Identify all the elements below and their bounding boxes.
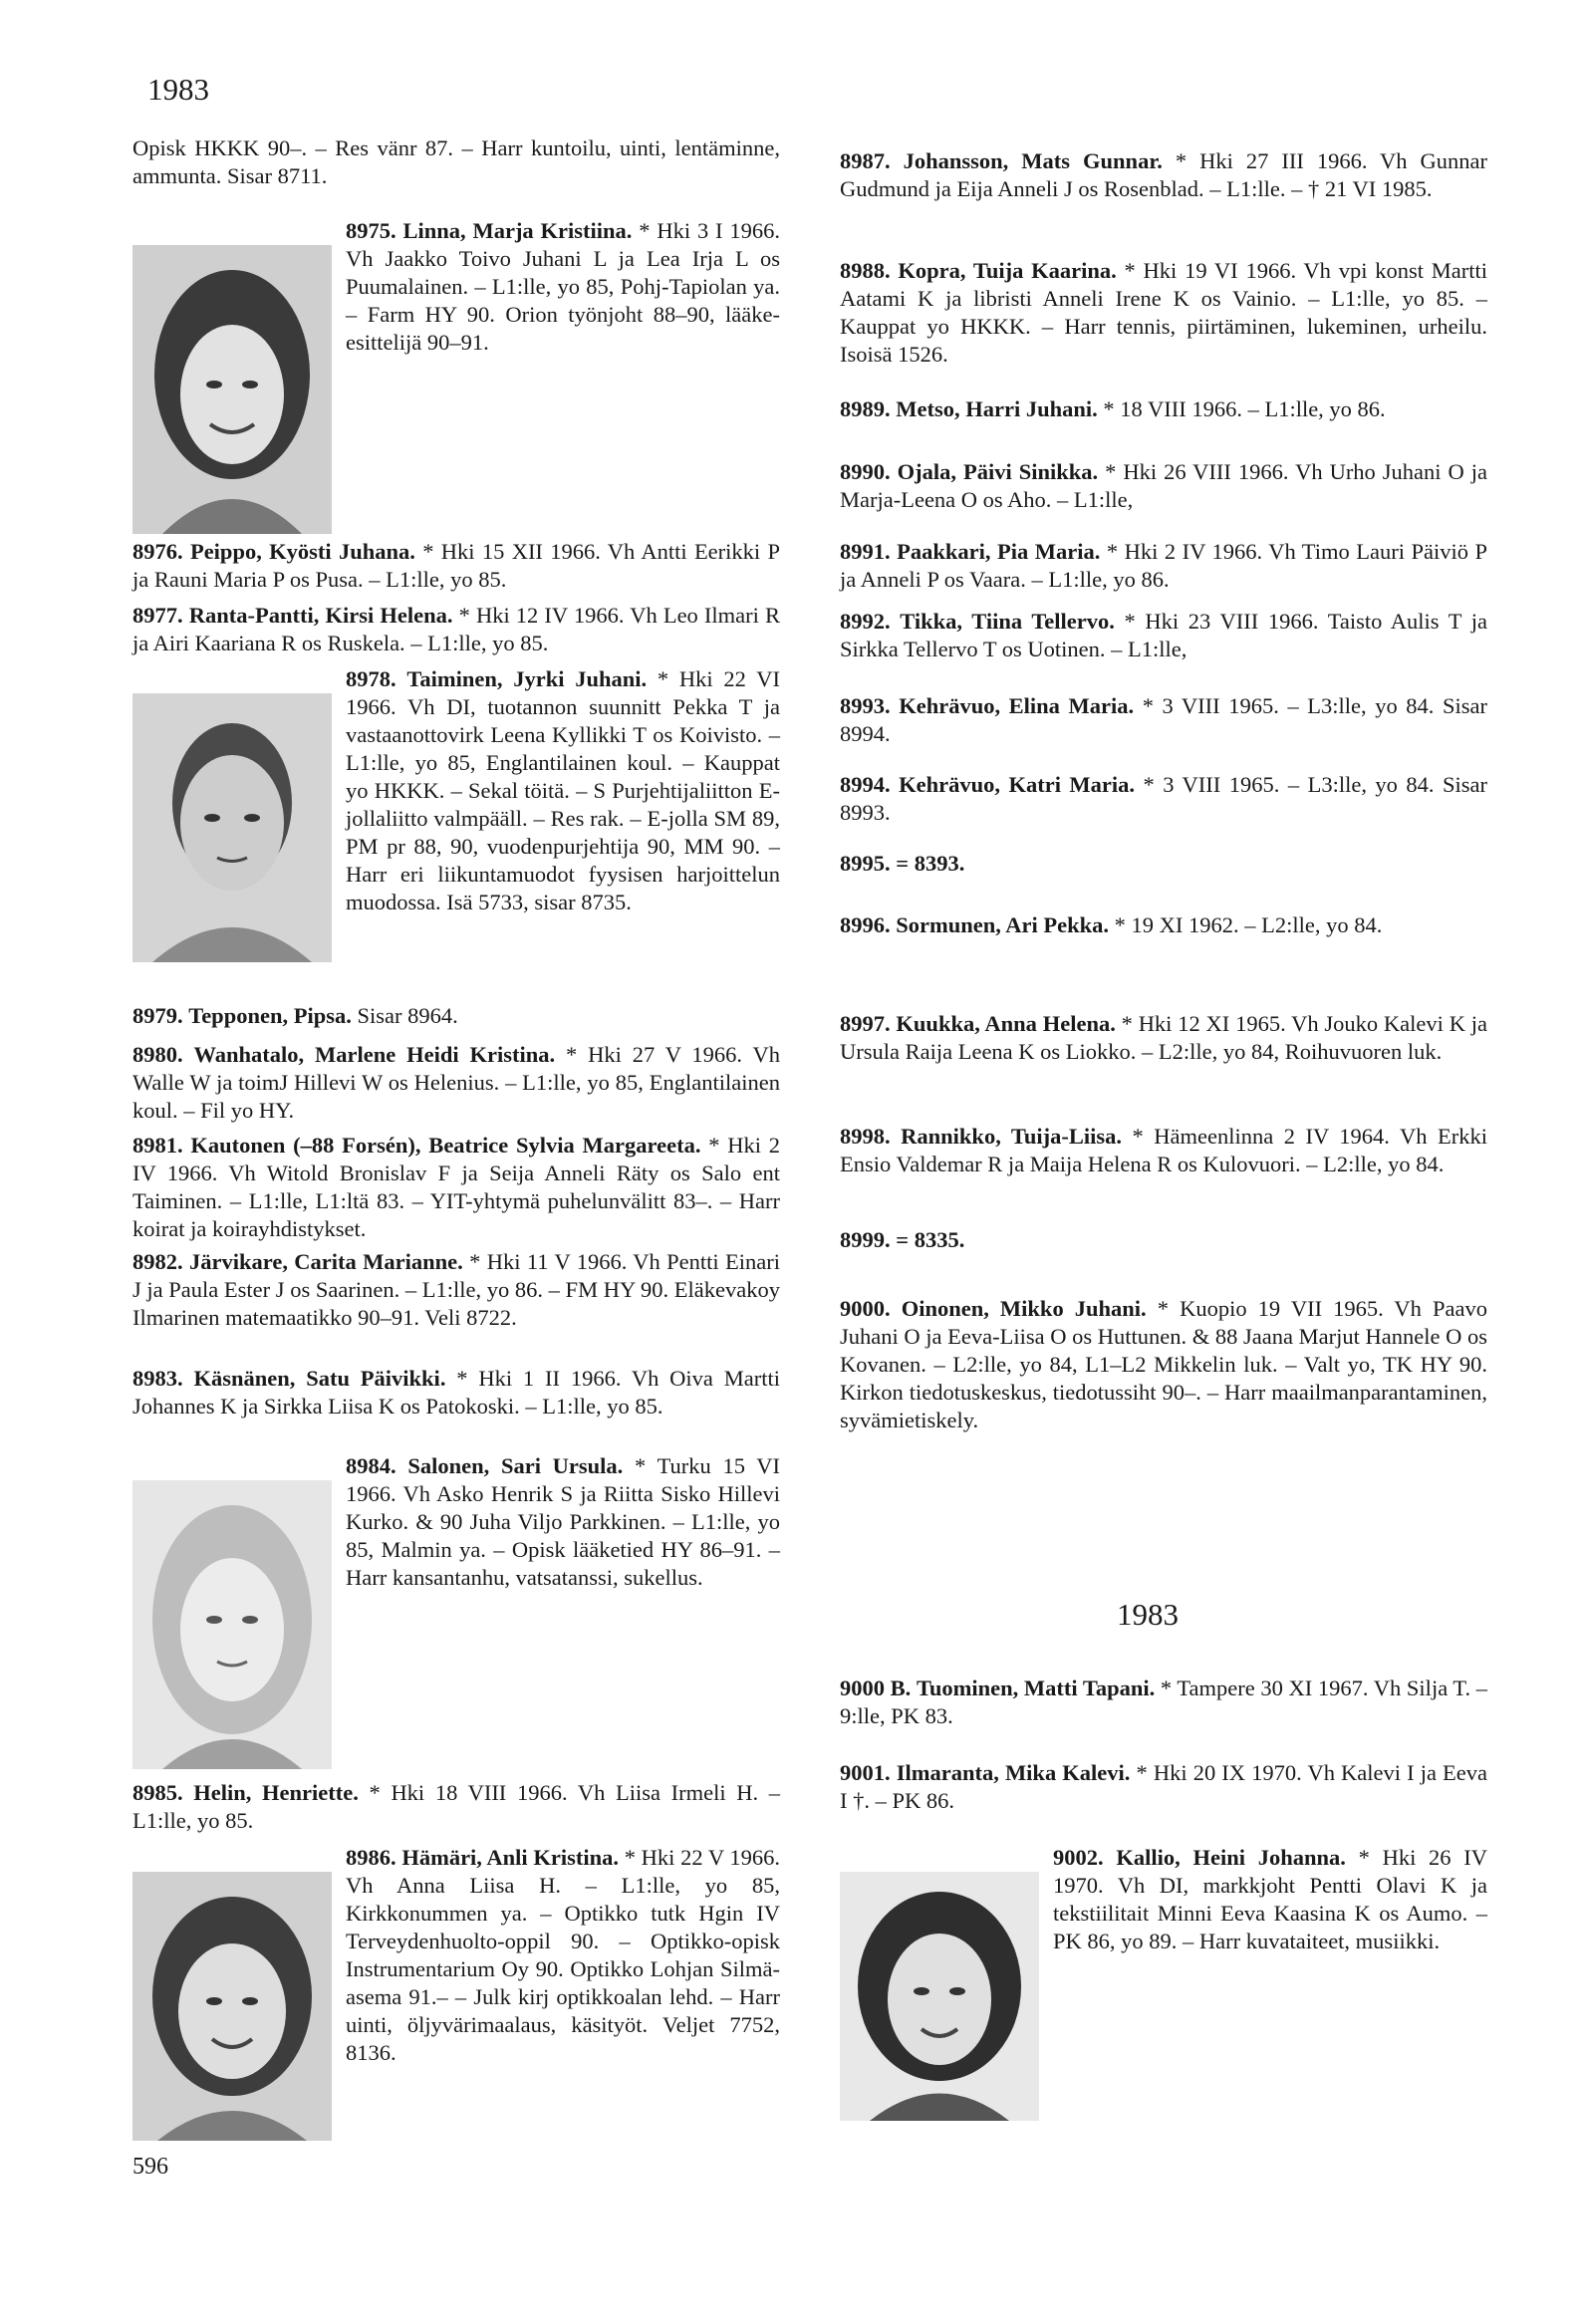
entry-name: Rannikko, Tuija-Liisa. (901, 1124, 1122, 1149)
entry-8986 (132, 1844, 780, 2143)
entry-text: * Hki 3 I 1966. Vh Jaakko Toivo Juhani L ja Lea Irja L os Puumalainen. – L1:lle, yo 85, Pohj-Tapiolan ya. – Farm HY 90. Orion työnjoht 88–90, lääke-esittelijä 90–91. (346, 218, 781, 355)
entry-number: 8984. (346, 1453, 396, 1478)
portrait-photo (840, 1872, 1039, 2121)
entry-number: 8985. (132, 1780, 183, 1805)
entry-8987 (840, 147, 1487, 203)
entry-number: 8976. (132, 539, 183, 564)
entry-number: 8987. (840, 148, 891, 173)
entry-continuation (132, 134, 780, 190)
entry-number: 8977. (132, 603, 183, 628)
entry-number: 8995. (840, 851, 891, 876)
entry-name: Kopra, Tuija Kaarina. (898, 258, 1117, 283)
entry-number: 8981. (132, 1133, 183, 1158)
entry-name: Peippo, Kyösti Juhana. (189, 539, 415, 564)
entry-8988 (840, 257, 1487, 369)
entry-text: * Hki 19 VI 1966. Vh vpi konst Martti Aatami K ja libristi Anneli Irene K os Vainio. – L1:lle, yo 85. – Kauppat yo HKKK. – Harr tennis, piirtäminen, lukeminen, urheilu. Isoisä 1526. (840, 258, 1487, 367)
entry-8975 (132, 217, 780, 536)
entry-text: * Hki 26 VIII 1966. Vh Urho Juhani O ja Marja-Leena O os Aho. – L1:lle, (840, 459, 1487, 512)
entry-9001 (840, 1759, 1487, 1815)
entry-8977 (132, 602, 780, 657)
entry-number: 8996. (840, 912, 891, 937)
entry-8989 (840, 395, 1487, 423)
entry-8985 (132, 1779, 780, 1835)
entry-text: * 19 XI 1962. – L2:lle, yo 84. (1109, 912, 1383, 937)
portrait-hamari-image (132, 1872, 332, 2141)
entry-8976 (132, 538, 780, 594)
entry-8991 (840, 538, 1487, 594)
page-year-header: 1983 (147, 72, 209, 107)
entry-number: 8979. (132, 1003, 183, 1028)
entry-8980 (132, 1041, 780, 1125)
entry-name: = 8335. (896, 1227, 965, 1252)
entry-text: * Hki 27 V 1966. Vh Walle W ja toimJ Hillevi W os Helenius. – L1:lle, yo 85, Englantilainen koul. – Fil yo HY. (132, 1042, 781, 1123)
entry-name: Kuukka, Anna Helena. (896, 1011, 1116, 1036)
entry-number: 8994. (840, 772, 891, 797)
entry-number: 8993. (840, 693, 891, 718)
entry-name: Ranta-Pantti, Kirsi Helena. (188, 603, 453, 628)
entry-text: * Turku 15 VI 1966. Vh Asko Henrik S ja Riitta Sisko Hillevi Kurko. & 90 Juha Viljo Parkkinen. – L1:lle, yo 85, Malmin ya. – Opisk lääketied HY 86–91. – Harr kansantanhu, vatsatanssi, sukellus. (346, 1453, 781, 1590)
portrait-taiminen-image (132, 693, 332, 962)
entry-number: 8991. (840, 539, 891, 564)
entry-number: 8990. (840, 459, 891, 484)
page-number: 596 (132, 2154, 168, 2180)
entry-text: * 3 VIII 1965. – L3:lle, yo 84. Sisar 8994. (840, 693, 1487, 746)
entry-9000b (840, 1675, 1487, 1730)
section-year-heading: 1983 (1117, 1597, 1179, 1632)
entry-8990 (840, 458, 1487, 514)
entry-8982 (132, 1248, 780, 1332)
portrait-photo (132, 693, 332, 962)
entry-text: * Hki 12 IV 1966. Vh Leo Ilmari R ja Airi Kaariana R os Ruskela. – L1:lle, yo 85. (132, 603, 781, 655)
entry-name: = 8393. (896, 851, 965, 876)
entry-name: Sormunen, Ari Pekka. (896, 912, 1110, 937)
entry-name: Wanhatalo, Marlene Heidi Kristina. (193, 1042, 556, 1067)
entry-8979 (132, 1002, 780, 1030)
entry-name: Tuominen, Matti Tapani. (916, 1676, 1156, 1700)
portrait-photo (132, 245, 332, 534)
entry-name: Tikka, Tiina Tellervo. (900, 609, 1115, 634)
entry-text: Sisar 8964. (351, 1003, 458, 1028)
entry-text: * Hki 15 XII 1966. Vh Antti Eerikki P ja Rauni Maria P os Pusa. – L1:lle, yo 85. (132, 539, 781, 592)
portrait-linna-image (132, 245, 332, 534)
entry-number: 8992. (840, 609, 891, 634)
entry-name: Kautonen (–88 Forsén), Beatrice Sylvia Margareeta. (190, 1133, 701, 1158)
entry-8999 (840, 1226, 1487, 1254)
entry-name: Hämäri, Anli Kristina. (401, 1845, 619, 1870)
entry-8997 (840, 1010, 1487, 1066)
entry-number: 8988. (840, 258, 891, 283)
entry-number: 9001. (840, 1760, 891, 1785)
portrait-salonen-image (132, 1480, 332, 1769)
entry-number: 8986. (346, 1845, 396, 1870)
entry-number: 8989. (840, 396, 891, 421)
entry-name: Salonen, Sari Ursula. (407, 1453, 624, 1478)
entry-9002 (840, 1844, 1487, 2123)
entry-8981 (132, 1132, 780, 1243)
entry-number: 8978. (346, 666, 396, 691)
entry-number: 8998. (840, 1124, 891, 1149)
entry-name: Helin, Henriette. (193, 1780, 359, 1805)
entry-number: 9000. (840, 1296, 891, 1321)
portrait-kallio-image (840, 1872, 1039, 2121)
entry-text: * Tampere 30 XI 1967. Vh Silja T. – 9:lle, PK 83. (840, 1676, 1488, 1728)
entry-text: * Hki 22 VI 1966. Vh DI, tuotannon suunnitt Pekka T ja vastaanottovirk Leena Kyllikki T os Koivisto. – L1:lle, yo 85, Englantilainen koul. – Kauppat yo HKKK. – Sekal töitä. – S Purjehtijaliitton E-jollaliitto valmpääll. – Res rak. – E-jolla SM 89, PM pr 88, 90, vuodenpurjehtija 90, MM 90. – Harr eri liikuntamuodot fyysisen harjoittelun muodossa. Isä 5733, sisar 8735. (346, 666, 781, 914)
entry-name: Kehrävuo, Katri Maria. (899, 772, 1136, 797)
portrait-photo (132, 1872, 332, 2141)
entry-name: Linna, Marja Kristiina. (402, 218, 633, 243)
entry-8995 (840, 850, 1487, 878)
entry-name: Kehrävuo, Elina Maria. (899, 693, 1135, 718)
entry-text: * Hämeenlinna 2 IV 1964. Vh Erkki Ensio Valdemar R ja Maija Helena R os Kulovuori. – L2:lle, yo 84. (840, 1124, 1488, 1176)
entry-text: * Hki 20 IX 1970. Vh Kalevi I ja Eeva I †. – PK 86. (840, 1760, 1488, 1813)
entry-text: * Hki 1 II 1966. Vh Oiva Martti Johannes K ja Sirkka Liisa K os Patokoski. – L1:lle, yo 85. (132, 1366, 780, 1419)
entry-number: 8999. (840, 1227, 891, 1252)
entry-text: * Hki 27 III 1966. Vh Gunnar Gudmund ja Eija Anneli J os Rosenblad. – L1:lle. – † 21 VI 1985. (840, 148, 1487, 201)
entry-text: * Hki 12 XI 1965. Vh Jouko Kalevi K ja Ursula Raija Leena K os Liokko. – L2:lle, yo 84, Roihuvuoren luk. (840, 1011, 1487, 1064)
entry-8992 (840, 608, 1487, 663)
entry-name: Tepponen, Pipsa. (188, 1003, 352, 1028)
entry-text: * Hki 11 V 1966. Vh Pentti Einari J ja Paula Ester J os Saarinen. – L1:lle, yo 86. – FM HY 90. Eläkevakoy Ilmarinen matemaatikko 90–91. Veli 8722. (132, 1249, 780, 1330)
entry-8993 (840, 692, 1487, 748)
entry-number: 9000 B. (840, 1676, 912, 1700)
entry-text: * Hki 18 VIII 1966. Vh Liisa Irmeli H. – L1:lle, yo 85. (132, 1780, 781, 1833)
entry-name: Metso, Harri Juhani. (896, 396, 1098, 421)
entry-name: Paakkari, Pia Maria. (897, 539, 1101, 564)
entry-number: 9002. (1053, 1845, 1104, 1870)
entry-text: * Kuopio 19 VII 1965. Vh Paavo Juhani O ja Eeva-Liisa O os Huttunen. & 88 Jaana Marjut Hannele O os Kovanen. – L2:lle, yo 84, L1–L2 Mikkelin luk. – Valt yo, TK HY 90. Kirkon tiedotuskeskus, tiedotussiht 90–. – Harr maailmanparantaminen, syvämietiskely. (840, 1296, 1487, 1432)
portrait-photo (132, 1480, 332, 1769)
entry-8996 (840, 911, 1487, 939)
entry-number: 8982. (132, 1249, 183, 1274)
entry-8994 (840, 771, 1487, 827)
entry-name: Taiminen, Jyrki Juhani. (406, 666, 648, 691)
entry-number: 8983. (132, 1366, 183, 1391)
entry-name: Järvikare, Carita Marianne. (189, 1249, 463, 1274)
entry-8998 (840, 1123, 1487, 1178)
entry-text: Opisk HKKK 90–. – Res vänr 87. – Harr kuntoilu, uinti, lentäminne, ammunta. Sisar 8711. (132, 135, 780, 188)
entry-text: * Hki 26 IV 1970. Vh DI, markkjoht Pentti Olavi K ja tekstiilitait Minni Eeva Kaasina K os Aumo. – PK 86, yo 89. – Harr kuvataiteet, musiikki. (1053, 1845, 1488, 1953)
entry-number: 8997. (840, 1011, 891, 1036)
entry-name: Oinonen, Mikko Juhani. (901, 1296, 1147, 1321)
entry-8984 (132, 1452, 780, 1771)
entry-text: * 18 VIII 1966. – L1:lle, yo 86. (1097, 396, 1386, 421)
entry-8978 (132, 665, 780, 964)
entry-8983 (132, 1365, 780, 1420)
entry-name: Ojala, Päivi Sinikka. (897, 459, 1099, 484)
entry-name: Ilmaranta, Mika Kalevi. (896, 1760, 1131, 1785)
entry-text: * Hki 23 VIII 1966. Taisto Aulis T ja Sirkka Tellervo T os Uotinen. – L1:lle, (840, 609, 1487, 661)
entry-number: 8980. (132, 1042, 183, 1067)
entry-name: Kallio, Heini Johanna. (1116, 1845, 1346, 1870)
entry-text: * Hki 2 IV 1966. Vh Timo Lauri Päiviö P ja Anneli P os Vaara. – L1:lle, yo 86. (840, 539, 1488, 592)
entry-name: Käsnänen, Satu Päivikki. (193, 1366, 446, 1391)
entry-9000 (840, 1295, 1487, 1434)
entry-text: * 3 VIII 1965. – L3:lle, yo 84. Sisar 8993. (840, 772, 1487, 825)
entry-name: Johansson, Mats Gunnar. (903, 148, 1163, 173)
entry-text: * Hki 22 V 1966. Vh Anna Liisa H. – L1:lle, yo 85, Kirkkonummen ya. – Optikko tutk Hgin IV Terveydenhuolto-oppil 90. – Optikko-opisk Instrumentarium Oy 90. Optikko Lohjan Silmä-asema 91.– – Julk kirj optikkoalan lehd. – Harr uinti, öljyvärimaalaus, käsityöt. Veljet 7752, 8136. (346, 1845, 781, 2065)
entry-number: 8975. (346, 218, 396, 243)
entry-text: * Hki 2 IV 1966. Vh Witold Bronislav F ja Seija Anneli Räty os Salo ent Taiminen. – L1:lle, L1:ltä 83. – YIT-yhtymä puhelunvälitt 83–. – Harr koirat ja koirayhdistykset. (132, 1133, 780, 1241)
